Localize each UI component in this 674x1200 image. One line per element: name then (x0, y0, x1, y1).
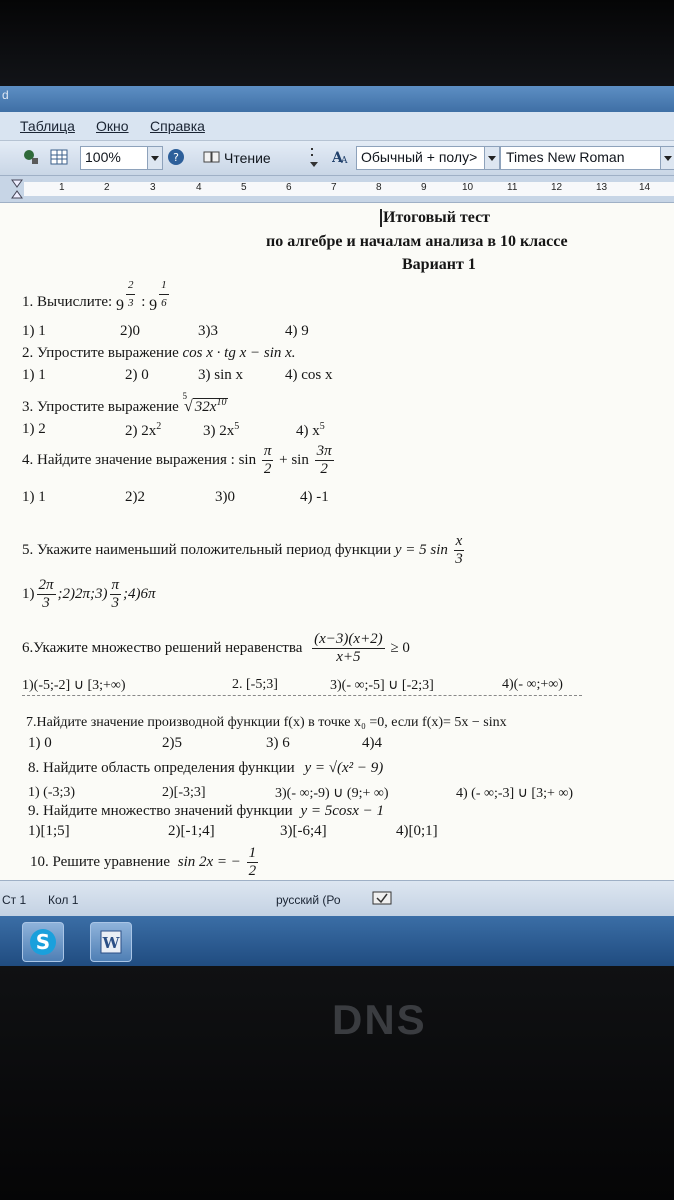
taskbar (0, 916, 674, 966)
q10-frac-den: 2 (248, 863, 257, 879)
word-window (0, 86, 674, 966)
q4-answer-2: 2)2 (125, 489, 145, 505)
question-2 (22, 345, 296, 362)
spellcheck-underline (22, 695, 582, 696)
svg-text:A: A (332, 150, 343, 166)
q6-frac-den: x+5 (336, 649, 361, 665)
status-bar (0, 880, 674, 917)
menu-window[interactable]: Окно (96, 118, 129, 134)
svg-text:W: W (102, 934, 120, 952)
ruler-number: 1 (59, 182, 65, 193)
spelling-status-icon[interactable] (372, 891, 392, 905)
q3-text: 3. Упростите выражение (22, 399, 179, 415)
q2-text: 2. Упростите выражение (22, 345, 179, 361)
toolbar (0, 141, 674, 176)
menu-bar (0, 112, 674, 141)
q6-answer-3: 3)(- ∞;-5] ∪ [-2;3] (330, 678, 434, 693)
q4-frac1-num: π (263, 443, 272, 459)
q1-answer-1: 1) 1 (22, 323, 46, 339)
q8-answer-3: 3)(- ∞;-9) ∪ (9;+ ∞) (275, 786, 389, 801)
q4-frac1-den: 2 (263, 461, 272, 477)
skype-taskbar-button[interactable] (22, 922, 64, 962)
monitor-bezel-top (0, 0, 674, 86)
q1-answer-2: 2)0 (120, 323, 140, 339)
test-variant: Вариант 1 (402, 256, 476, 273)
q8-answer-4: 4) (- ∞;-3] ∪ [3;+ ∞) (456, 786, 574, 801)
table-icon[interactable] (50, 148, 68, 166)
question-6 (22, 631, 410, 666)
q5-a1-prefix: 1) (22, 585, 35, 602)
q7-answer-1: 1) 0 (28, 735, 52, 751)
question-4 (22, 443, 336, 478)
q2-answer-3: 3) sin x (198, 367, 243, 383)
q10-text: 10. Решите уравнение (30, 853, 170, 870)
svg-text:?: ? (173, 151, 179, 164)
q6-rel: ≥ 0 (390, 639, 410, 656)
styles-icon[interactable] (332, 148, 350, 166)
q9-text: 9. Найдите множество значений функции (28, 803, 293, 819)
zoom-dropdown-arrow[interactable] (147, 146, 163, 170)
q1-base-2: 9 (149, 296, 158, 314)
q4-frac2-num: 3π (316, 443, 332, 459)
q1-exp2-den: 6 (161, 297, 167, 309)
q4-answer-4: 4) -1 (300, 489, 329, 505)
title-bar (0, 86, 674, 112)
q5-frac-den: 3 (455, 551, 463, 567)
ruler-number: 3 (150, 182, 156, 193)
question-1 (22, 279, 171, 320)
q3-root-index: 5 (182, 391, 188, 401)
q9-answer-2: 2)[-1;4] (168, 823, 215, 839)
q10-frac-num: 1 (248, 845, 257, 861)
ruler-number: 2 (104, 182, 110, 193)
question-3: 3. Упростите выражение $^5$√ $32x^{10}$ (22, 391, 227, 415)
ruler-number: 12 (551, 182, 563, 193)
question-8 (28, 760, 383, 777)
svg-text:A: A (341, 156, 348, 166)
q8-answer-2: 2)[-3;3] (162, 785, 206, 800)
q3-radicand-exp: 10 (216, 397, 227, 408)
question-10 (30, 845, 260, 880)
q4-plus-sin: + sin (279, 451, 309, 468)
ruler-number: 7 (331, 182, 337, 193)
q6-answer-4: 4)(- ∞;+∞) (502, 677, 563, 692)
q2-answer-2: 2) 0 (125, 367, 149, 383)
window-title: d (2, 88, 9, 102)
q5-a3-num: π (111, 577, 120, 593)
q6-answer-1: 1)(-5;-2] ∪ [3;+∞) (22, 678, 126, 693)
q7-answer-3: 3) 6 (266, 735, 290, 751)
font-select[interactable] (500, 146, 664, 170)
help-icon[interactable] (167, 148, 185, 166)
q5-expr: y = 5 sin (394, 541, 448, 558)
q4-answer-1: 1) 1 (22, 489, 46, 505)
ruler-number: 5 (241, 182, 247, 193)
brand-logo: DNS (332, 996, 427, 1043)
q5-a1-num: 2π (38, 577, 54, 593)
menu-help[interactable]: Справка (150, 118, 205, 134)
font-value: Times New Roman (506, 149, 625, 165)
style-value: Обычный + полу> (361, 149, 478, 165)
q1-op: : (141, 293, 146, 310)
horizontal-ruler[interactable] (0, 176, 674, 203)
q2-expr: cos x · tg x − sin x. (182, 345, 296, 361)
q3-answer-4: 4) $x^5$ (296, 421, 325, 439)
q1-exp2-num: 1 (159, 277, 169, 295)
q3-answer-3: 3) $2x^5$ (203, 421, 240, 439)
q6-text: 6.Укажите множество решений неравенства (22, 639, 303, 656)
ruler-number: 10 (462, 182, 474, 193)
q8-text: 8. Найдите область определения функции (28, 760, 295, 776)
q10-expr: sin 2x = − (177, 853, 241, 870)
monitor-bezel-bottom (0, 966, 674, 1200)
q9-answer-3: 3)[-6;4] (280, 823, 327, 839)
q1-answer-3: 3)3 (198, 323, 218, 339)
question-9 (28, 803, 384, 820)
status-page: Ст 1 (2, 893, 27, 907)
zoom-value: 100% (85, 149, 121, 165)
q4-answer-3: 3)0 (215, 489, 235, 505)
research-icon[interactable] (22, 148, 40, 166)
q5-a-mid: ;2)2π;3) (57, 585, 108, 602)
q5-frac-num: x (455, 533, 463, 549)
q1-text: 1. Вычислите: (22, 293, 113, 310)
q4-frac2-den: 2 (320, 461, 328, 477)
q8-expr: y = √(x² − 9) (304, 760, 384, 776)
q3-radicand: 32x (194, 399, 217, 415)
status-language[interactable]: русский (Ро (276, 893, 341, 907)
q2-answer-1: 1) 1 (22, 367, 46, 383)
document-page[interactable] (0, 203, 674, 880)
q9-expr: y = 5cosx − 1 (300, 803, 385, 819)
q5-text: 5. Укажите наименьший положительный период функции (22, 541, 392, 558)
ruler-number: 6 (286, 182, 292, 193)
q1-exp1-den: 3 (127, 297, 134, 309)
ruler-number: 8 (376, 182, 382, 193)
svg-text:S: S (35, 930, 51, 954)
q5-a3-den: 3 (111, 595, 120, 611)
ruler-number: 11 (507, 182, 518, 193)
q5-a1-den: 3 (42, 595, 50, 611)
status-column: Кол 1 (48, 893, 79, 907)
test-title: Итоговый тест (380, 209, 490, 227)
test-subtitle: по алгебре и началам анализа в 10 классе (266, 233, 568, 250)
q3-answer-2: 2) $2x^2$ (125, 421, 162, 439)
q7-answer-2: 2)5 (162, 735, 182, 751)
q6-frac-num: (x−3)(x+2) (314, 631, 383, 647)
q2-answer-4: 4) cos x (285, 367, 333, 383)
menu-table[interactable]: Таблица (20, 118, 75, 134)
word-icon (91, 923, 131, 961)
skype-icon (23, 923, 63, 961)
reading-button[interactable]: Чтение (224, 150, 271, 166)
ruler-number: 9 (421, 182, 427, 193)
q4-text: 4. Найдите значение выражения : (22, 451, 235, 468)
indent-marker-icon[interactable] (10, 178, 24, 200)
q8-answer-1: 1) (-3;3) (28, 785, 76, 800)
q7-answer-4: 4)4 (362, 735, 382, 751)
q5-answers (22, 577, 156, 612)
ruler-number: 14 (639, 182, 651, 193)
q9-answer-4: 4)[0;1] (396, 823, 438, 839)
q1-exp1-num: 2 (126, 277, 136, 295)
q1-answer-4: 4) 9 (285, 323, 309, 339)
ruler-number: 13 (596, 182, 608, 193)
question-5 (22, 533, 466, 568)
toolbar-options-icon[interactable] (305, 146, 323, 170)
q5-a-end: ;4)6π (123, 585, 156, 602)
style-dropdown-arrow[interactable] (484, 146, 500, 170)
q6-answer-2: 2. [-5;3] (232, 677, 278, 692)
ruler-number: 4 (196, 182, 202, 193)
q9-answer-1: 1)[1;5] (28, 823, 70, 839)
reading-icon (203, 148, 221, 166)
question-7: 7.Найдите значение производной функции f(x) в точке x₀ =0, если f(x)= 5x − sinx (26, 715, 507, 730)
word-taskbar-button[interactable] (90, 922, 132, 962)
q1-base: 9 (115, 296, 124, 314)
font-dropdown-arrow[interactable] (660, 146, 674, 170)
q4-sin: sin (238, 451, 257, 468)
style-select[interactable] (356, 146, 488, 170)
q3-answer-1: 1) 2 (22, 421, 46, 437)
